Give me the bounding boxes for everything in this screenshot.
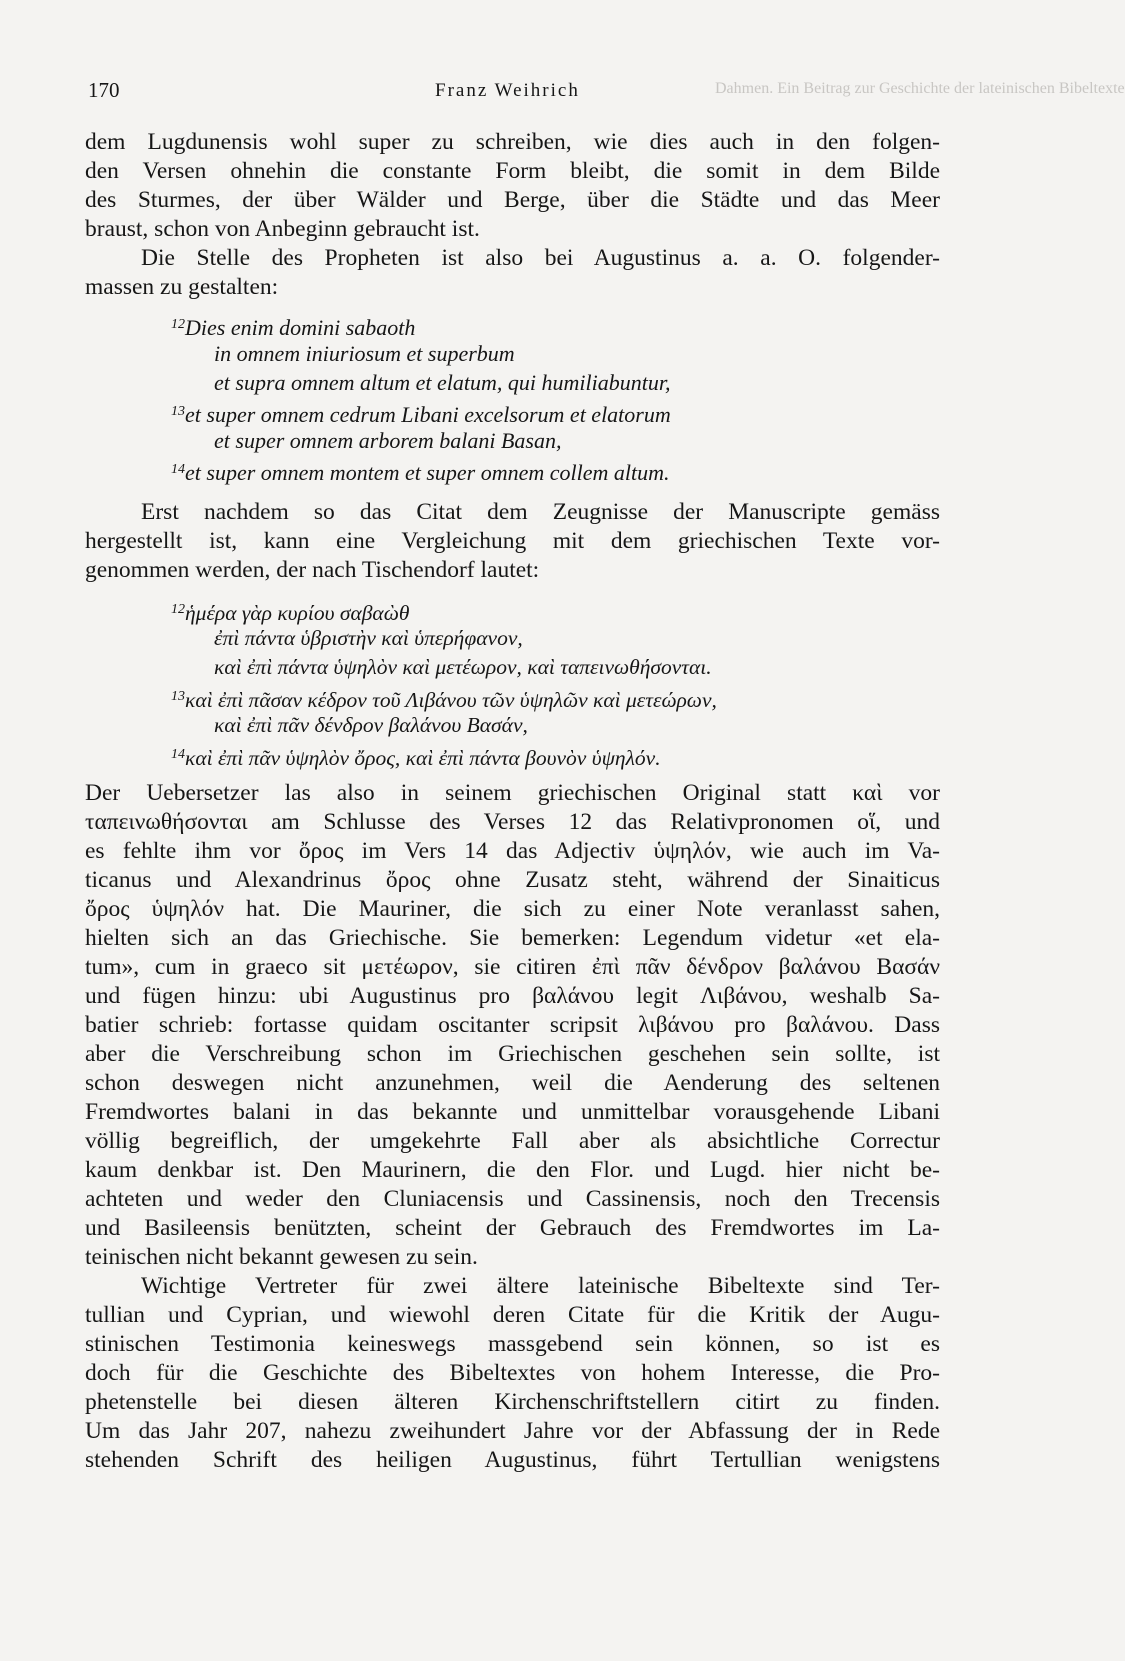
text-line: und fügen hinzu: ubi Augustinus pro βαλάνου legit Λιβάνου, weshalb Sa- bbox=[85, 983, 940, 1009]
verse-number: 13 bbox=[171, 404, 185, 419]
verse-line: $^{13}$καὶ ἐπὶ πᾶσαν κέδρον τοῦ Λιβάνου τῶν ὑψηλῶν καὶ μετεώρων, bbox=[171, 688, 717, 712]
verse-number: 12 bbox=[171, 317, 185, 332]
bleed-through-text: Dahmen. Ein Beitrag zur Geschichte der lateinischen Bibeltexte bbox=[715, 80, 1125, 97]
verse-line: $^{14}$καὶ ἐπὶ πᾶν ὑψηλὸν ὄρος, καὶ ἐπὶ πάντα βουνὸν ὑψηλόν. bbox=[171, 746, 661, 770]
text-line: es fehlte ihm vor ὄρος im Vers 14 das Adjectiv ὑψηλόν, wie auch im Va- bbox=[85, 838, 940, 864]
text-line: teinischen nicht bekannt gewesen zu sein. bbox=[85, 1244, 478, 1270]
text-line: ticanus und Alexandrinus ὄρος ohne Zusatz steht, während der Sinaiticus bbox=[85, 867, 940, 893]
text-line: stinischen Testimonia keineswegs massgebend sein können, so ist es bbox=[85, 1331, 940, 1357]
text-line: des Sturmes, der über Wälder und Berge, über die Städte und das Meer bbox=[85, 187, 940, 213]
text-line: ὄρος ὑψηλόν hat. Die Mauriner, die sich zu einer Note veranlasst sahen, bbox=[85, 896, 940, 922]
running-head: Franz Weihrich bbox=[435, 80, 580, 101]
verse-number: 14 bbox=[171, 462, 185, 477]
text-line: Der Uebersetzer las also in seinem griechischen Original statt καὶ vor bbox=[85, 780, 940, 806]
text-line: tullian und Cyprian, und wiewohl deren Citate für die Kritik der Augu- bbox=[85, 1302, 940, 1328]
paragraph-4 bbox=[85, 779, 940, 1272]
text-line: völlig begreiflich, der umgekehrte Fall aber als absichtliche Correctur bbox=[85, 1128, 940, 1154]
text-line: phetenstelle bei diesen älteren Kirchenschriftstellern citirt zu finden. bbox=[85, 1389, 940, 1415]
page-header bbox=[85, 78, 1125, 108]
verse-line: et supra omnem altum et elatum, qui humiliabuntur, bbox=[214, 370, 671, 395]
text-line: achteten und weder den Cluniacensis und Cassinensis, noch den Trecensis bbox=[85, 1186, 940, 1212]
text-line: Erst nachdem so das Citat dem Zeugnisse der Manuscripte gemäss bbox=[141, 499, 940, 525]
verse-number: 13 bbox=[171, 689, 185, 704]
latin-quotation bbox=[85, 310, 940, 484]
text-line: Um das Jahr 207, nahezu zweihundert Jahre vor der Abfassung der in Rede bbox=[85, 1418, 940, 1444]
text-line: stehenden Schrift des heiligen Augustinus, führt Tertullian wenigstens bbox=[85, 1447, 940, 1473]
text-line: batier schrieb: fortasse quidam oscitanter scripsit λιβάνου pro βαλάνου. Dass bbox=[85, 1012, 940, 1038]
text-line: und Basileensis benützten, scheint der Gebrauch des Fremdwortes im La- bbox=[85, 1215, 940, 1241]
verse-line: $^{14}$et super omnem montem et super omnem collem altum. bbox=[171, 460, 670, 485]
text-line: hergestellt ist, kann eine Vergleichung mit dem griechischen Texte vor- bbox=[85, 528, 940, 554]
text-line: massen zu gestalten: bbox=[85, 274, 279, 300]
greek-quotation bbox=[85, 595, 940, 769]
text-line: tum», cum in graeco sit μετέωρον, sie citiren ἐπὶ πᾶν δένδρον βαλάνου Βασάν bbox=[85, 954, 940, 980]
text-line: kaum denkbar ist. Den Maurinern, die den Flor. und Lugd. hier nicht be- bbox=[85, 1157, 940, 1183]
verse-line: $^{12}$ἡμέρα γὰρ κυρίου σαβαὼθ bbox=[171, 601, 410, 625]
verse-line: in omnem iniuriosum et superbum bbox=[214, 341, 515, 366]
verse-line: et super omnem arborem balani Basan, bbox=[214, 428, 562, 453]
text-line: dem Lugdunensis wohl super zu schreiben, wie dies auch in den folgen- bbox=[85, 129, 940, 155]
verse-line: $^{13}$et super omnem cedrum Libani excelsorum et elatorum bbox=[171, 402, 671, 427]
text-line: ταπεινωθήσονται am Schlusse des Verses 12 das Relativpronomen οἵ, und bbox=[85, 809, 940, 835]
verse-line: $^{12}$Dies enim domini sabaoth bbox=[171, 315, 416, 340]
text-line: aber die Verschreibung schon im Griechischen geschehen sein sollte, ist bbox=[85, 1041, 940, 1067]
text-line: braust, schon von Anbeginn gebraucht ist. bbox=[85, 216, 480, 242]
text-line: Die Stelle des Propheten ist also bei Augustinus a. a. O. folgender- bbox=[141, 245, 940, 271]
paragraph-3 bbox=[85, 498, 940, 585]
text-line: Fremdwortes balani in das bekannte und unmittelbar vorausgehende Libani bbox=[85, 1099, 940, 1125]
text-line: den Versen ohnehin die constante Form bleibt, die somit in dem Bilde bbox=[85, 158, 940, 184]
verse-line: ἐπὶ πάντα ὑβριστὴν καὶ ὑπερήφανον, bbox=[214, 626, 523, 650]
verse-line: καὶ ἐπὶ πᾶν δένδρον βαλάνου Βασάν, bbox=[214, 713, 528, 737]
text-line: hielten sich an das Griechische. Sie bemerken: Legendum videtur «et ela- bbox=[85, 925, 940, 951]
verse-number: 14 bbox=[171, 747, 185, 762]
paragraph-1 bbox=[85, 128, 940, 244]
body-text bbox=[85, 128, 940, 1475]
text-line: Wichtige Vertreter für zwei ältere lateinische Bibeltexte sind Ter- bbox=[141, 1273, 940, 1299]
text-line: doch für die Geschichte des Bibeltextes von hohem Interesse, die Pro- bbox=[85, 1360, 940, 1386]
verse-number: 12 bbox=[171, 602, 185, 617]
page-number: 170 bbox=[88, 78, 120, 102]
text-line: genommen werden, der nach Tischendorf lautet: bbox=[85, 557, 540, 583]
paragraph-2 bbox=[85, 244, 940, 302]
paragraph-5 bbox=[85, 1272, 940, 1475]
verse-line: καὶ ἐπὶ πάντα ὑψηλὸν καὶ μετέωρον, καὶ ταπεινωθήσονται. bbox=[214, 655, 712, 679]
text-line: schon deswegen nicht anzunehmen, weil die Aenderung des seltenen bbox=[85, 1070, 940, 1096]
